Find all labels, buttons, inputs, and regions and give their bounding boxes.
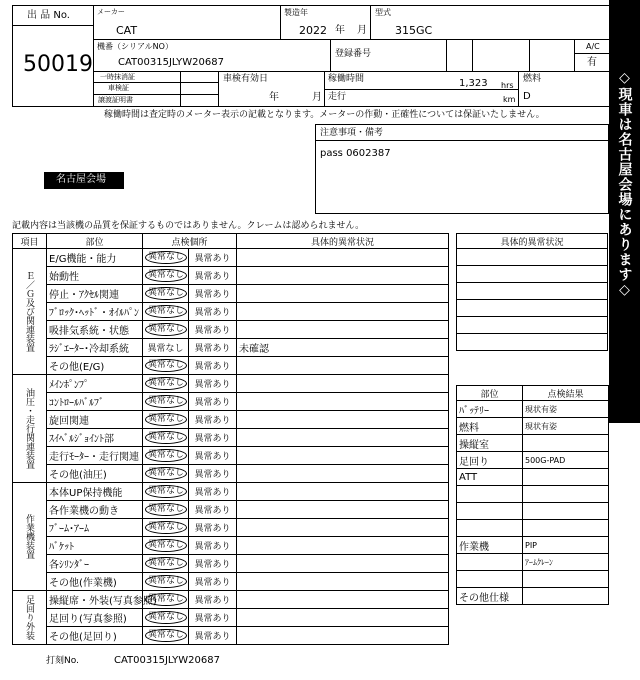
no-abnormal-cell [143, 357, 189, 375]
part-cell: ﾗｼﾞｴｰﾀｰ･冷却系統 [47, 339, 143, 357]
year-label: 製造年 [284, 8, 308, 17]
category-header: 項目 [13, 234, 47, 249]
result-value-cell: PIP [523, 537, 609, 554]
no-abnormal-cell [143, 339, 189, 357]
circled-no-abnormal: 異常なし [145, 251, 187, 264]
part-cell: 走行ﾓｰﾀｰ・走行関連 [47, 447, 143, 465]
part-cell: ﾌﾞﾛｯｸ･ﾍｯﾄﾞ・ｵｲﾙﾊﾟﾝ [47, 303, 143, 321]
detail-cell [237, 321, 449, 339]
inspection-row [13, 375, 449, 393]
part-cell: ｺﾝﾄﾛｰﾙﾊﾞﾙﾌﾞ [47, 393, 143, 411]
part-cell: その他(作業機) [47, 573, 143, 591]
inspection-row [13, 267, 449, 285]
model-label: 型式 [375, 8, 391, 17]
result-part-cell [457, 554, 523, 571]
detail-cell [237, 573, 449, 591]
no-abnormal-cell [143, 537, 189, 555]
result-part-cell [457, 486, 523, 503]
no-abnormal-cell [143, 465, 189, 483]
maker-cell [93, 5, 281, 40]
no-abnormal-cell [143, 303, 189, 321]
part-cell: 本体UP保持機能 [47, 483, 143, 501]
abnormal-cell: 異常あり [189, 555, 237, 573]
cert-block [93, 71, 219, 107]
circled-no-abnormal: 異常なし [145, 521, 187, 534]
result-row [457, 418, 609, 435]
detail-cell [237, 411, 449, 429]
disclaimer: 記載内容は当該機の品質を保証するものではありません。クレームは認められません。 [12, 221, 365, 231]
inspection-row [13, 429, 449, 447]
abnormal-cell: 異常あり [189, 267, 237, 285]
abnormal-cell: 異常あり [189, 465, 237, 483]
right-detail-row [457, 283, 608, 300]
detail-cell [237, 447, 449, 465]
result-part-cell: 作業機 [457, 537, 523, 554]
location-banner-text: ◇現車は名古屋会場にあります◇ [616, 70, 633, 299]
inspection-table [12, 233, 449, 645]
inspection-cert-label: 車検証 [108, 84, 129, 92]
no-abnormal-cell [143, 591, 189, 609]
detail-cell [237, 267, 449, 285]
category-cell: Ｅ／Ｇ及び関連装置 [13, 249, 47, 375]
right-detail-row [457, 317, 608, 334]
circled-no-abnormal: 異常なし [145, 557, 187, 570]
inspection-row [13, 519, 449, 537]
part-cell: ﾒｲﾝﾎﾟﾝﾌﾟ [47, 375, 143, 393]
no-abnormal-label: 異常なし [147, 344, 184, 354]
detail-cell [237, 627, 449, 645]
abnormal-cell: 異常あり [189, 285, 237, 303]
reg-box-1 [446, 39, 473, 72]
detail-cell [237, 483, 449, 501]
no-abnormal-cell [143, 519, 189, 537]
ac-cell [574, 39, 610, 72]
venue-badge-label: 名古屋会場 [56, 174, 106, 185]
no-abnormal-cell [143, 627, 189, 645]
inspection-row [13, 393, 449, 411]
maker-value: CAT [116, 24, 138, 37]
shaken-label: 車検有効日 [223, 74, 269, 84]
hours-label: 稼働時間 [328, 74, 365, 84]
temp-cert-label: 一時抹消証 [100, 73, 135, 81]
part-cell: 吸排気系統・状態 [47, 321, 143, 339]
shaken-year-unit: 年 [269, 92, 279, 103]
stamp-label: 打刻No. [46, 656, 79, 666]
notes-box [315, 124, 609, 214]
circled-no-abnormal: 異常なし [145, 305, 187, 318]
model-value: 315GC [395, 24, 433, 37]
result-row [457, 588, 609, 605]
inspection-row [13, 537, 449, 555]
result-part-cell [457, 520, 523, 537]
fuel-cell [518, 71, 610, 107]
abnormal-cell: 異常あり [189, 627, 237, 645]
result-value-cell [523, 486, 609, 503]
result-row [457, 503, 609, 520]
result-row [457, 469, 609, 486]
part-cell: その他(E/G) [47, 357, 143, 375]
inspection-row [13, 447, 449, 465]
result-part-cell: ﾊﾞｯﾃﾘｰ [457, 401, 523, 418]
detail-cell [237, 609, 449, 627]
detail-cell [237, 375, 449, 393]
notes-text: pass 0602387 [320, 148, 391, 159]
result-row [457, 520, 609, 537]
no-abnormal-cell [143, 483, 189, 501]
no-abnormal-cell [143, 609, 189, 627]
inspection-row [13, 339, 449, 357]
inspection-row [13, 285, 449, 303]
part-cell: 操縦席・外装(写真参照) [47, 591, 143, 609]
result-part-cell [457, 503, 523, 520]
inspection-row [13, 321, 449, 339]
result-row [457, 486, 609, 503]
hours-cell [324, 71, 519, 107]
circled-no-abnormal: 異常なし [145, 485, 187, 498]
year-value: 2022 [299, 24, 327, 37]
result-row [457, 554, 609, 571]
reg-box-2 [472, 39, 530, 72]
inspection-row [13, 609, 449, 627]
detail-cell [237, 591, 449, 609]
detail-cell [237, 285, 449, 303]
inspection-row [13, 483, 449, 501]
detail-cell [237, 537, 449, 555]
abnormal-cell: 異常あり [189, 609, 237, 627]
detail-cell: 未確認 [237, 339, 449, 357]
km-unit: km [503, 95, 516, 104]
no-abnormal-cell [143, 393, 189, 411]
result-part-cell: その他仕様 [457, 588, 523, 605]
result-row [457, 435, 609, 452]
circled-no-abnormal: 異常なし [145, 593, 187, 606]
result-value-cell: 現状有姿 [523, 401, 609, 418]
reg-label: 登録番号 [335, 49, 372, 59]
lot-label: 出 品 No. [27, 10, 70, 21]
part-cell: 始動性 [47, 267, 143, 285]
result-value-cell [523, 571, 609, 588]
right-detail-row [457, 334, 608, 351]
result-value-cell [523, 435, 609, 452]
serial-value: CAT00315JLYW20687 [118, 57, 224, 68]
abnormal-cell: 異常あり [189, 483, 237, 501]
abnormal-cell: 異常あり [189, 321, 237, 339]
no-abnormal-cell [143, 321, 189, 339]
right-detail-row [457, 266, 608, 283]
right-detail-row [457, 249, 608, 266]
maker-label: メーカー [97, 8, 125, 16]
detail-cell [237, 465, 449, 483]
inspection-row [13, 303, 449, 321]
circled-no-abnormal: 異常なし [145, 269, 187, 282]
result-table [456, 385, 609, 605]
inspection-row [13, 627, 449, 645]
abnormal-cell: 異常あり [189, 591, 237, 609]
result-row [457, 452, 609, 469]
inspection-row [13, 357, 449, 375]
circled-no-abnormal: 異常なし [145, 359, 187, 372]
detail-cell [237, 501, 449, 519]
month-unit: 月 [357, 25, 367, 36]
result-result-header: 点検結果 [523, 386, 609, 401]
result-row [457, 537, 609, 554]
lot-box [12, 5, 94, 107]
result-row [457, 571, 609, 588]
detail-cell [237, 393, 449, 411]
circled-no-abnormal: 異常なし [145, 287, 187, 300]
no-abnormal-cell [143, 573, 189, 591]
detail-cell [237, 555, 449, 573]
hours-unit: hrs [501, 81, 514, 90]
no-abnormal-cell [143, 429, 189, 447]
hours-value: 1,323 [459, 78, 488, 89]
circled-no-abnormal: 異常なし [145, 611, 187, 624]
result-value-cell: 現状有姿 [523, 418, 609, 435]
ac-label: A/C [586, 42, 600, 51]
result-part-cell [457, 571, 523, 588]
circled-no-abnormal: 異常なし [145, 413, 187, 426]
result-value-cell: ｱｰﾑｸﾚｰﾝ [523, 554, 609, 571]
part-cell: ｽｲﾍﾞﾙｼﾞｮｲﾝﾄ部 [47, 429, 143, 447]
part-cell: 旋回関連 [47, 411, 143, 429]
category-cell: 作業機装置 [13, 483, 47, 591]
shaken-month-unit: 月 [312, 92, 322, 103]
location-banner [609, 0, 640, 423]
serial-label: 機番（シリアルNO） [97, 42, 173, 51]
no-abnormal-cell [143, 285, 189, 303]
reg-box-3 [529, 39, 575, 72]
detail-cell [237, 519, 449, 537]
result-value-cell [523, 520, 609, 537]
abnormal-cell: 異常あり [189, 447, 237, 465]
inspection-row [13, 411, 449, 429]
result-part-cell: ATT [457, 469, 523, 486]
abnormal-cell: 異常あり [189, 429, 237, 447]
inspection-row [13, 555, 449, 573]
serial-cell [93, 39, 331, 72]
year-unit: 年 [335, 25, 345, 36]
part-cell: 各ｼﾘﾝﾀﾞｰ [47, 555, 143, 573]
notes-label: 注意事項・備考 [320, 128, 384, 138]
part-cell: 停止・ｱｸｾﾙ関連 [47, 285, 143, 303]
right-detail-table [456, 233, 608, 351]
no-abnormal-cell [143, 375, 189, 393]
abnormal-cell: 異常あり [189, 411, 237, 429]
inspection-row [13, 249, 449, 267]
part-header: 部位 [47, 234, 143, 249]
inspection-row [13, 465, 449, 483]
category-cell: 油圧・走行関連装置 [13, 375, 47, 483]
transfer-cert-label: 譲渡証明書 [98, 96, 133, 104]
reg-cell [330, 39, 447, 72]
fuel-label: 燃料 [523, 74, 542, 84]
no-abnormal-cell [143, 555, 189, 573]
abnormal-cell: 異常あり [189, 303, 237, 321]
result-part-header: 部位 [457, 386, 523, 401]
circled-no-abnormal: 異常なし [145, 395, 187, 408]
lot-number: 50019 [23, 52, 93, 77]
circled-no-abnormal: 異常なし [145, 575, 187, 588]
hours-note: 稼働時間は査定時のメーター表示の記載となります。メーターの作動・正確性については保証いたしません。 [104, 110, 545, 120]
abnormal-cell: 異常あり [189, 339, 237, 357]
circled-no-abnormal: 異常なし [145, 449, 187, 462]
check-header: 点検個所 [143, 234, 237, 249]
inspection-header-row [13, 234, 449, 249]
part-cell: ﾌﾞｰﾑ･ｱｰﾑ [47, 519, 143, 537]
stamp-value: CAT00315JLYW20687 [114, 655, 220, 666]
circled-no-abnormal: 異常なし [145, 503, 187, 516]
model-cell [370, 5, 610, 40]
part-cell: ﾊﾞｹｯﾄ [47, 537, 143, 555]
result-value-cell [523, 469, 609, 486]
category-cell: 足回り外装 [13, 591, 47, 645]
detail-cell [237, 357, 449, 375]
right-detail-header: 具体的異常状況 [457, 234, 608, 249]
travel-label: 走行 [328, 92, 347, 102]
circled-no-abnormal: 異常なし [145, 629, 187, 642]
abnormal-cell: 異常あり [189, 501, 237, 519]
circled-no-abnormal: 異常なし [145, 539, 187, 552]
result-value-cell [523, 503, 609, 520]
part-cell: その他(油圧) [47, 465, 143, 483]
no-abnormal-cell [143, 249, 189, 267]
result-part-cell: 足回り [457, 452, 523, 469]
result-value-cell [523, 588, 609, 605]
right-detail-row [457, 300, 608, 317]
part-cell: 各作業機の動き [47, 501, 143, 519]
detail-cell [237, 303, 449, 321]
result-value-cell: 500G-PAD [523, 452, 609, 469]
inspection-row [13, 591, 449, 609]
circled-no-abnormal: 異常なし [145, 467, 187, 480]
result-part-cell: 燃料 [457, 418, 523, 435]
detail-cell [237, 429, 449, 447]
result-part-cell: 操縦室 [457, 435, 523, 452]
no-abnormal-cell [143, 411, 189, 429]
part-cell: その他(足回り) [47, 627, 143, 645]
detail-cell [237, 249, 449, 267]
abnormal-cell: 異常あり [189, 519, 237, 537]
circled-no-abnormal: 異常なし [145, 323, 187, 336]
abnormal-cell: 異常あり [189, 537, 237, 555]
no-abnormal-cell [143, 267, 189, 285]
circled-no-abnormal: 異常なし [145, 377, 187, 390]
inspection-row [13, 573, 449, 591]
abnormal-cell: 異常あり [189, 249, 237, 267]
shaken-cell [218, 71, 325, 107]
abnormal-cell: 異常あり [189, 573, 237, 591]
year-cell [280, 5, 371, 40]
ac-value: 有 [587, 57, 597, 68]
venue-badge [44, 172, 124, 189]
abnormal-cell: 異常あり [189, 375, 237, 393]
result-row [457, 401, 609, 418]
part-cell: 足回り(写真参照) [47, 609, 143, 627]
circled-no-abnormal: 異常なし [145, 431, 187, 444]
abnormal-cell: 異常あり [189, 393, 237, 411]
detail-header: 具体的異常状況 [237, 234, 449, 249]
inspection-row [13, 501, 449, 519]
abnormal-cell: 異常あり [189, 357, 237, 375]
no-abnormal-cell [143, 501, 189, 519]
part-cell: E/G機能・能力 [47, 249, 143, 267]
no-abnormal-cell [143, 447, 189, 465]
fuel-value: D [523, 91, 531, 102]
